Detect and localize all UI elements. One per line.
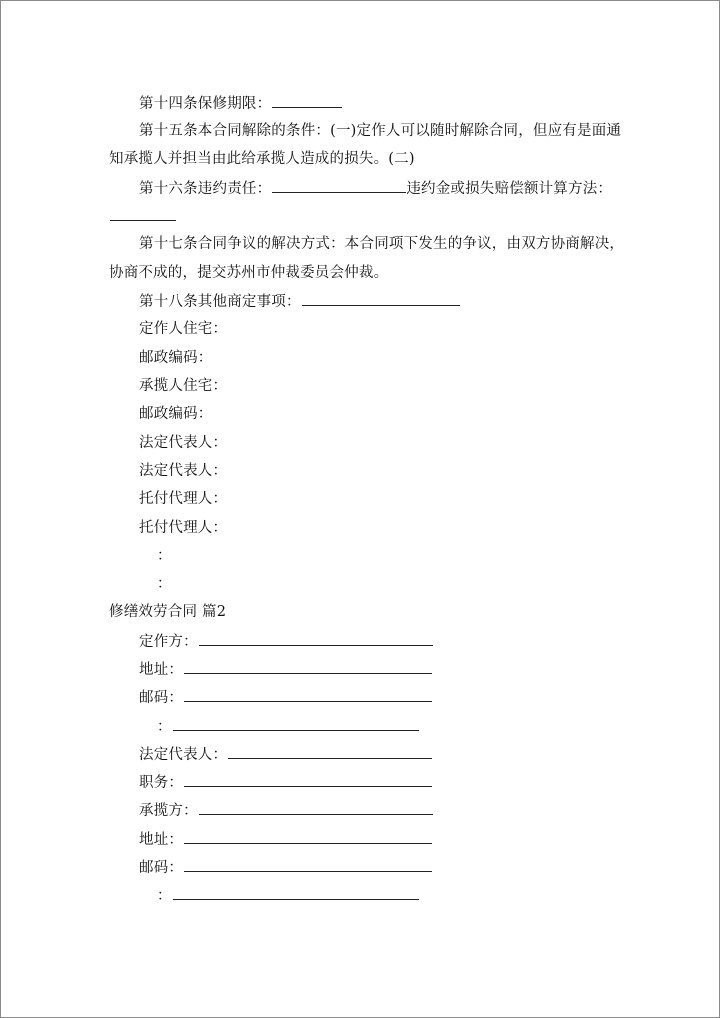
article-15-line1: 第十五条本合同解除的条件：(一)定作人可以随时解除合同，但应有是面通 xyxy=(139,123,622,139)
article-18 xyxy=(139,292,460,311)
blank-line xyxy=(199,801,433,815)
legal-representative-2: 法定代表人： xyxy=(139,463,228,479)
colon-field-4 xyxy=(157,886,419,905)
article-14 xyxy=(139,94,342,113)
article-16-blank xyxy=(109,207,176,226)
blank-line xyxy=(302,292,460,306)
blank-line xyxy=(184,660,432,674)
blank-line xyxy=(184,858,432,872)
colon-field-3 xyxy=(157,717,419,736)
legal-representative-1: 法定代表人： xyxy=(139,435,228,451)
blank-line xyxy=(199,632,433,646)
article-16 xyxy=(139,179,612,198)
postcode-label-2: 邮码： xyxy=(139,860,184,876)
ordering-party-address: 定作人住宅： xyxy=(139,321,228,337)
postal-code-2: 邮政编码： xyxy=(139,406,213,422)
legal-representative-field xyxy=(139,745,432,764)
blank-line xyxy=(173,717,419,731)
address-field-1 xyxy=(139,660,432,679)
blank-line xyxy=(173,886,419,900)
article-14-text: 第十四条保修期限： xyxy=(139,96,272,112)
postal-code-1: 邮政编码： xyxy=(139,350,213,366)
blank-line xyxy=(110,207,176,221)
postcode-field-1 xyxy=(139,688,432,707)
blank-line xyxy=(184,688,432,702)
address-label-2: 地址： xyxy=(139,832,184,848)
ordering-party-label: 定作方： xyxy=(139,634,198,650)
blank-line xyxy=(184,830,432,844)
article-17-line1: 第十七条合同争议的解决方式：本合同项下发生的争议，由双方协商解决， xyxy=(139,236,625,252)
colon-label-3: ： xyxy=(157,719,172,735)
ordering-party-field xyxy=(139,632,433,651)
postcode-label-1: 邮码： xyxy=(139,690,184,706)
colon-line-1: ： xyxy=(157,548,172,564)
legal-representative-label: 法定代表人： xyxy=(139,747,228,763)
article-16-tail: 违约金或损失赔偿额计算方法： xyxy=(406,181,613,197)
article-18-text: 第十八条其他商定事项： xyxy=(139,294,301,310)
address-label-1: 地址： xyxy=(139,662,184,678)
postcode-field-2 xyxy=(139,858,432,877)
agent-2: 托付代理人： xyxy=(139,520,228,536)
position-label: 职务： xyxy=(139,775,184,791)
blank-line xyxy=(272,94,342,108)
contractor-field xyxy=(139,801,433,820)
blank-line xyxy=(184,773,432,787)
contractor-address: 承揽人住宅： xyxy=(139,378,228,394)
colon-label-4: ： xyxy=(157,888,172,904)
position-field xyxy=(139,773,432,792)
colon-line-2: ： xyxy=(157,576,172,592)
blank-line xyxy=(272,179,406,193)
article-16-text: 第十六条违约责任： xyxy=(139,181,272,197)
contractor-label: 承揽方： xyxy=(139,803,198,819)
section-2-title: 修缮效劳合同 篇2 xyxy=(109,604,227,620)
agent-1: 托付代理人： xyxy=(139,491,228,507)
address-field-2 xyxy=(139,830,432,849)
article-17-line2: 协商不成的，提交苏州市仲裁委员会仲裁。 xyxy=(109,265,389,281)
blank-line xyxy=(228,745,432,759)
article-15-line2: 知承揽人并担当由此给承揽人造成的损失。(二) xyxy=(109,151,415,167)
